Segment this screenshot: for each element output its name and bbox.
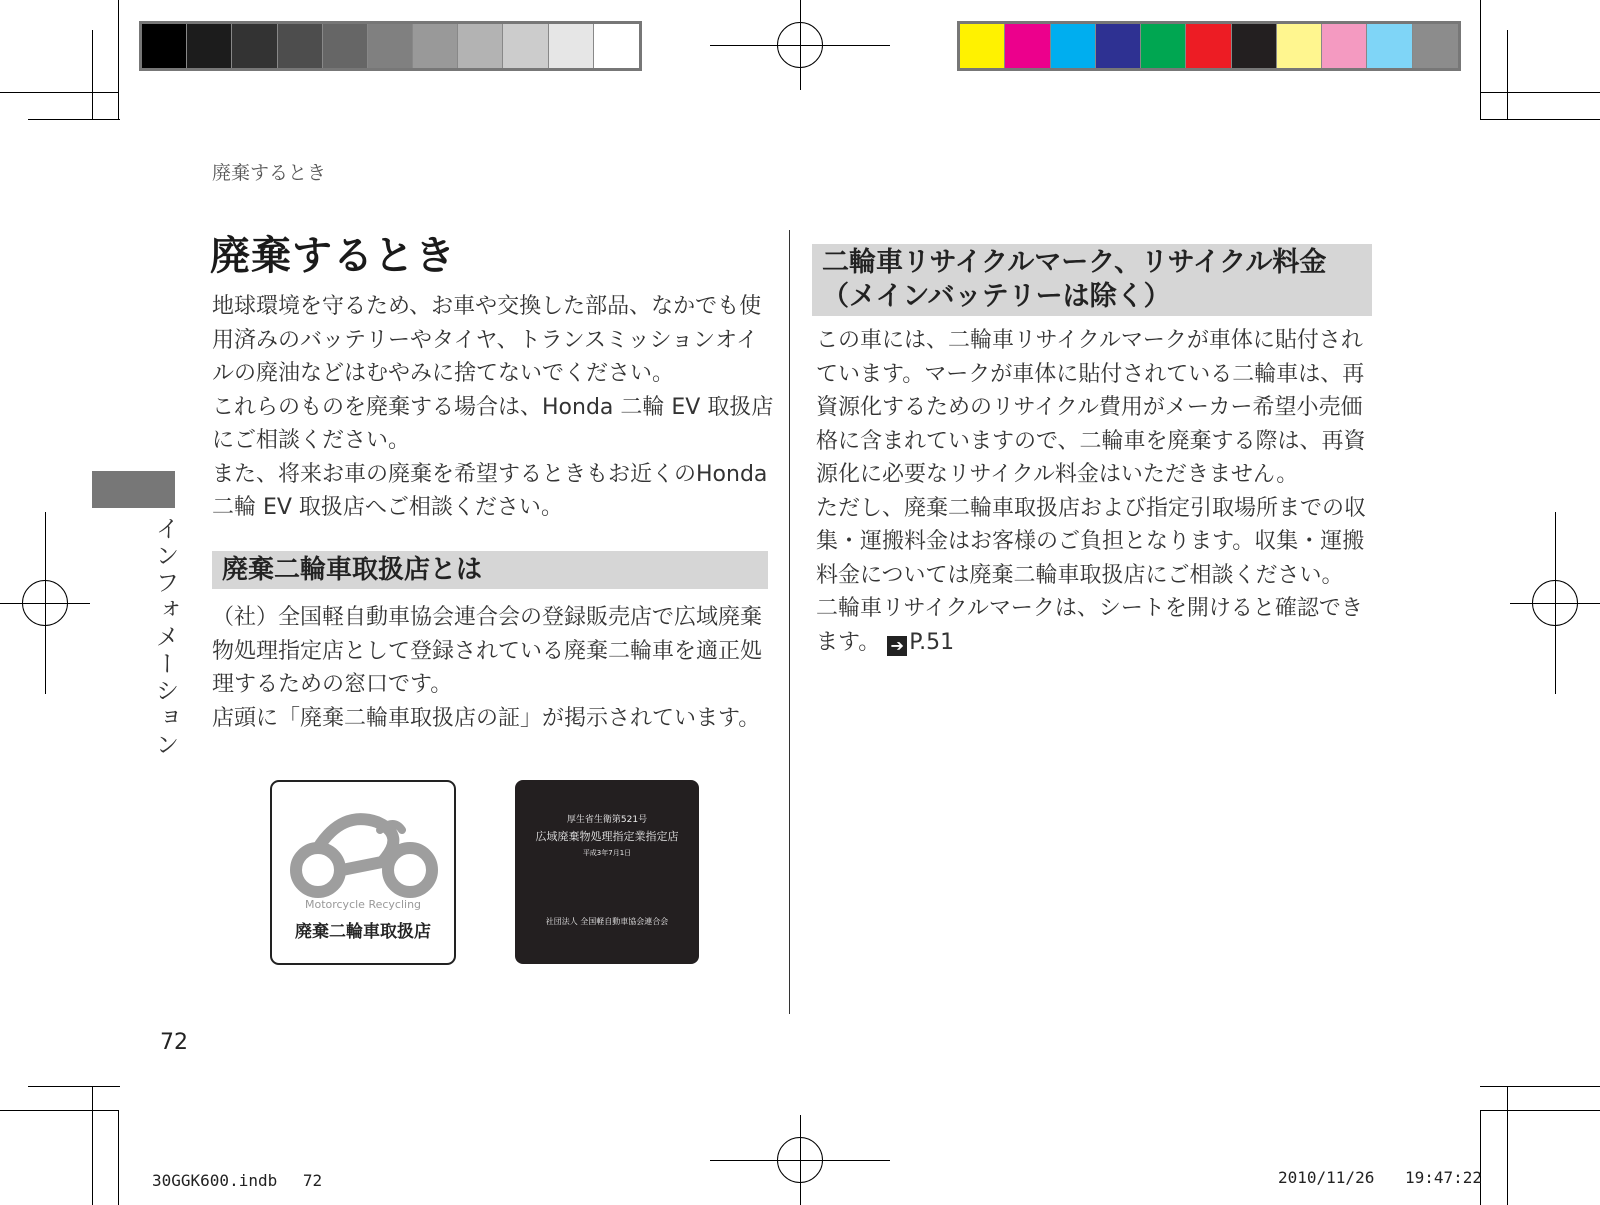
page-reference-arrow-icon: ➔ xyxy=(887,636,907,656)
color-swatch xyxy=(1413,24,1458,68)
color-swatch xyxy=(1051,24,1096,68)
crop-mark xyxy=(118,1110,119,1205)
slug-date: 2010/11/26 xyxy=(1278,1168,1375,1187)
registration-circle xyxy=(777,1137,823,1183)
crop-mark xyxy=(92,30,93,120)
section-heading-line: （メインバッテリーは除く） xyxy=(822,281,1171,312)
page-title: 廃棄するとき xyxy=(210,233,456,279)
certificate-number: 厚生省生衛第521号 xyxy=(566,815,648,825)
recycling-paragraph: ただし、廃棄二輪車取扱店および指定引取場所までの収集・運搬料金はお客様のご負担となります。収集・運搬料金については廃棄二輪車取扱店にご相談ください。 xyxy=(816,495,1367,588)
crop-mark xyxy=(1507,30,1508,120)
recycling-logo-icon xyxy=(282,800,448,900)
recycling-paragraph: この車には、二輪車リサイクルマークが車体に貼付されています。マークが車体に貼付されている二輪車は、再資源化するためのリサイクル費用がメーカー希望小売価格に含まれていますので、二輪車を廃棄する際は、再資源化に必要なリサイクル料金はいただきません。 xyxy=(816,328,1366,487)
column-divider xyxy=(789,230,790,1014)
registration-circle xyxy=(1532,580,1578,626)
recycling-text xyxy=(816,324,1376,659)
slug-time: 19:47:22 xyxy=(1405,1168,1483,1187)
intro-paragraph: また、将来お車の廃棄を希望するときもお近くのHonda 二輪 EV 取扱店へご相談ください。 xyxy=(212,461,768,520)
color-swatch xyxy=(549,24,594,68)
page-reference-link[interactable]: P.51 xyxy=(909,629,955,655)
crop-mark xyxy=(28,119,120,120)
recycling-paragraph-text: 二輪車リサイクルマークは、シートを開けると確認できます。 xyxy=(816,596,1363,655)
crop-mark xyxy=(0,1110,118,1111)
color-swatch xyxy=(323,24,368,68)
color-swatch xyxy=(594,24,639,68)
certificate-date: 平成3年7月1日 xyxy=(582,849,632,857)
recycling-paragraph xyxy=(816,592,1376,659)
registration-circle xyxy=(777,22,823,68)
color-swatch xyxy=(1322,24,1367,68)
crop-mark xyxy=(1480,0,1481,120)
crop-mark xyxy=(92,1086,93,1205)
color-swatch xyxy=(368,24,413,68)
color-swatch xyxy=(278,24,323,68)
page-number: 72 xyxy=(160,1030,188,1055)
designated-dealer-certificate xyxy=(515,780,699,964)
section-heading-line: 二輪車リサイクルマーク、リサイクル料金 xyxy=(822,247,1327,278)
intro-paragraph: 地球環境を守るため、お車や交換した部品、なかでも使用済みのバッテリーやタイヤ、トランスミッションオイルの廃油などはむやみに捨てないでください。 xyxy=(212,294,762,386)
color-swatch xyxy=(1141,24,1186,68)
color-swatch xyxy=(1186,24,1231,68)
intro-text xyxy=(212,290,774,525)
side-section-label: インフォメーション xyxy=(151,516,179,759)
process-color-bar xyxy=(957,21,1461,71)
color-swatch xyxy=(413,24,458,68)
certificate-title: 広域廃棄物処理指定業指定店 xyxy=(535,830,679,843)
slug-file: 30GGK600.indb 72 xyxy=(152,1171,323,1190)
section-heading-dealer: 廃棄二輪車取扱店とは xyxy=(212,551,768,589)
color-swatch xyxy=(187,24,232,68)
crop-mark xyxy=(1507,1086,1508,1205)
crop-mark xyxy=(1480,119,1600,120)
dealer-text xyxy=(212,601,772,735)
color-swatch xyxy=(232,24,277,68)
registration-circle xyxy=(22,580,68,626)
certificate-issuer: 社団法人 全国軽自動車協会連合会 xyxy=(545,917,669,926)
side-tab xyxy=(92,471,175,508)
section-heading-recycling xyxy=(812,244,1372,316)
grayscale-color-bar xyxy=(139,21,642,71)
crop-mark xyxy=(0,92,118,93)
crop-mark xyxy=(28,1086,120,1087)
badge-subtitle: Motorcycle Recycling xyxy=(304,898,422,911)
color-swatch xyxy=(1367,24,1412,68)
color-swatch xyxy=(1005,24,1050,68)
intro-paragraph: これらのものを廃棄する場合は、Honda 二輪 EV 取扱店にご相談ください。 xyxy=(212,394,774,453)
crop-mark xyxy=(118,0,119,120)
color-swatch xyxy=(1277,24,1322,68)
crop-mark xyxy=(1480,1110,1600,1111)
color-swatch xyxy=(458,24,503,68)
color-swatch xyxy=(142,24,187,68)
crop-mark xyxy=(1480,1110,1481,1205)
running-head: 廃棄するとき xyxy=(212,162,327,184)
color-swatch xyxy=(1232,24,1277,68)
color-swatch xyxy=(960,24,1005,68)
dealer-paragraph: 店頭に「廃棄二輪車取扱店の証」が掲示されています。 xyxy=(212,705,761,731)
color-swatch xyxy=(1096,24,1141,68)
crop-mark xyxy=(1480,92,1600,93)
motorcycle-recycling-badge xyxy=(270,780,456,965)
crop-mark xyxy=(1480,1086,1600,1087)
badge-label: 廃棄二輪車取扱店 xyxy=(295,922,431,942)
color-swatch xyxy=(503,24,548,68)
dealer-paragraph: （社）全国軽自動車協会連合会の登録販売店で広域廃棄物処理指定店として登録されている廃棄二輪車を適正処理するための窓口です。 xyxy=(212,605,763,697)
